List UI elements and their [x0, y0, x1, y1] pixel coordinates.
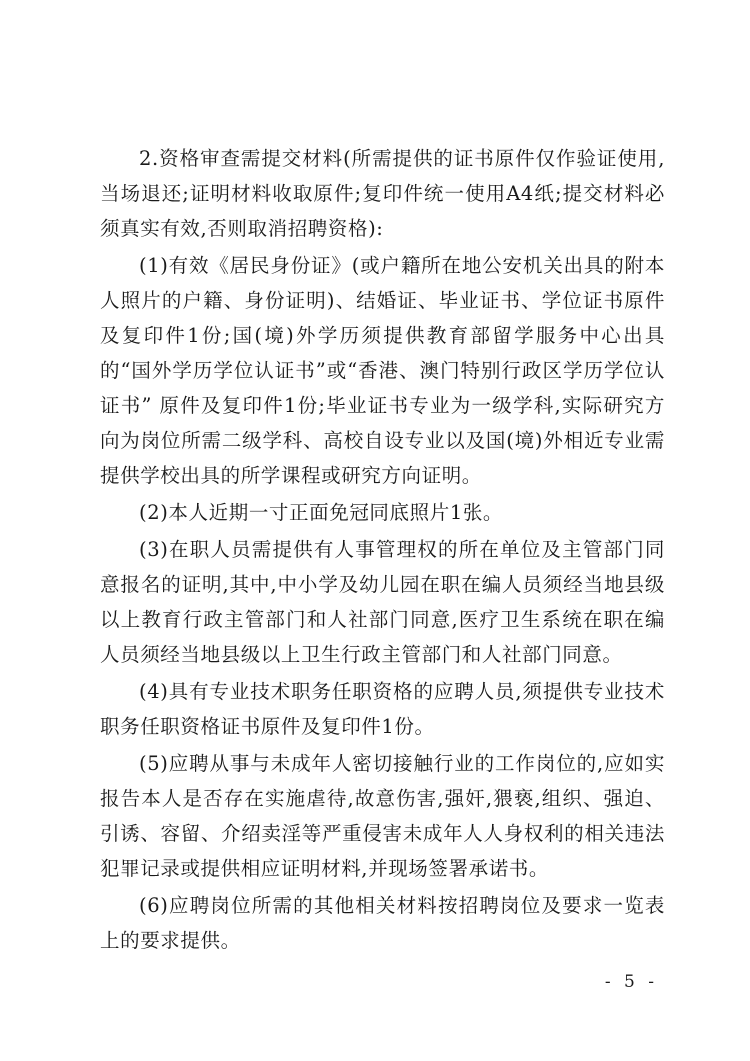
paragraph-item-2-photo: (2)本人近期一寸正面免冠同底照片1张。 — [139, 501, 504, 524]
page-number: - 5 - — [604, 972, 658, 992]
paragraph-item-5-minor-contact-declaration: (5)应聘从事与未成年人密切接触行业的工作岗位的,应如实报告本人是否存在实施虐待,故意伤害,强奸,猥亵,组织、强迫、引诱、容留、介绍卖淫等严重侵害未成年人人身权利的相关违法犯罪记录或提供相应证明材料,并现场签署承诺书。 — [100, 752, 665, 880]
paragraph-item-1-id-documents: (1)有效《居民身份证》(或户籍所在地公安机关出具的附本人照片的户籍、身份证明)、结婚证、毕业证书、学位证书原件及复印件1份;国(境)外学历须提供教育部留学服务中心出具的“国外学历学位认证书”或“香港、澳门特别行政区学历学位认证书” 原件及复印件1份;毕业证书专业为一级学科,实际研究方向为岗位所需二级学科、高校自设专业以及国(境)外相近专业需提供学校出具的所学课程或研究方向证明。 — [100, 254, 665, 487]
document-body — [100, 141, 665, 960]
paragraph-materials-intro: 2.资格审查需提交材料(所需提供的证书原件仅作验证使用,当场退还;证明材料收取原件;复印件统一使用A4纸;提交材料必须真实有效,否则取消招聘资格): — [100, 147, 665, 240]
paragraph-item-4-professional-qualification: (4)具有专业技术职务任职资格的应聘人员,须提供专业技术职务任职资格证书原件及复印件1份。 — [100, 680, 665, 738]
paragraph-item-3-employer-consent: (3)在职人员需提供有人事管理权的所在单位及主管部门同意报名的证明,其中,中小学及幼儿园在职在编人员须经当地县级以上教育行政主管部门和人社部门同意,医疗卫生系统在职在编人员须经当地县级以上卫生行政主管部门和人社部门同意。 — [100, 538, 665, 666]
paragraph-item-6-other-materials: (6)应聘岗位所需的其他相关材料按招聘岗位及要求一览表上的要求提供。 — [100, 894, 665, 952]
